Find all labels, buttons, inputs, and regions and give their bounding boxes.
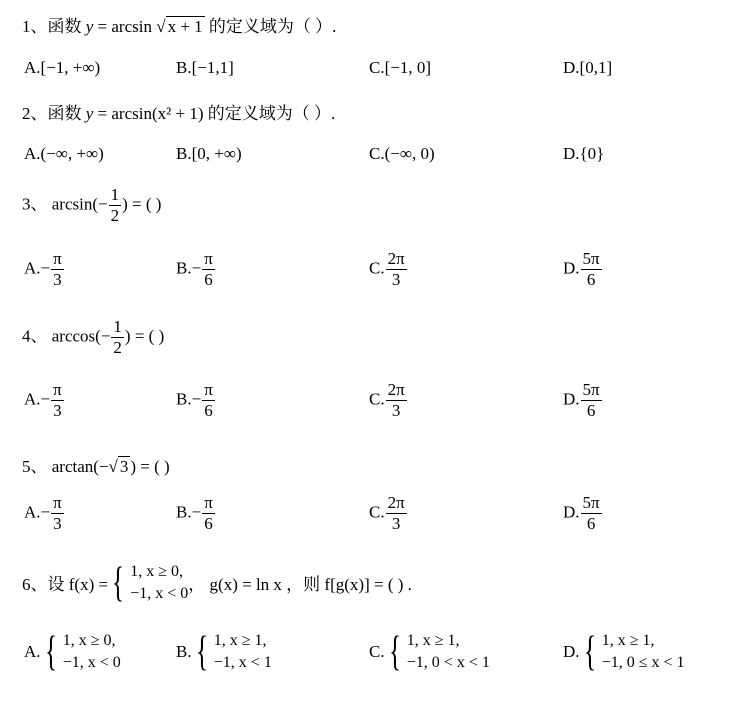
question-3-stem: 3、 arcsin(− $\frac{1}{2}$ ) = ( ) [22,185,162,225]
question-4-option-b: B.− $\frac{\pi}{6}$ [176,380,213,420]
question-4-option-a: A.− $\frac{\pi}{3}$ [24,380,62,420]
question-5-option-a: A.− $\frac{\pi}{3}$ [24,493,62,533]
question-2-option-a: A.(−∞, +∞) [24,144,104,163]
question-4-option-c: C. $\frac{2\pi}{3}$ [369,380,405,420]
question-1-option-a: A.[−1, +∞) [24,58,101,77]
question-2-option-b: B.[0, +∞) [176,144,242,163]
question-5-option-d: D. $\frac{5\pi}{6}$ [563,493,600,533]
question-4-stem: 4、 arccos(− $\frac{1}{2}$ ) = ( ) [22,317,165,357]
question-1-option-b: B.[−1,1] [176,58,234,77]
question-6-option-a: A. { 1, x ≥ 0, −1, x < 0 [24,628,121,675]
question-3-option-a: A.− $\frac{\pi}{3}$ [24,249,62,289]
fraction: $\frac{1}{2}$ [110,185,120,225]
question-1-option-c: C.[−1, 0] [369,58,431,77]
question-6-stem: 6、设 f(x) = { 1, x ≥ 0, −1, x < 0 ， g(x) = ln x ，则 f[g(x)] = ( ) . [22,559,412,606]
question-3-option-b: B.− $\frac{\pi}{6}$ [176,249,213,289]
question-6-option-b: B. { 1, x ≥ 1, −1, x < 1 [176,628,272,675]
question-2-stem: 2、函数 y = arcsin(x² + 1) 的定义域为（ ）. [22,104,336,123]
question-6-option-c: C. { 1, x ≥ 1, −1, 0 < x < 1 [369,628,490,675]
fraction: $\frac{1}{2}$ [113,317,122,357]
question-3-option-d: D. $\frac{5\pi}{6}$ [563,249,600,289]
question-6-option-d: D. { 1, x ≥ 1, −1, 0 ≤ x < 1 [563,628,685,675]
question-5-option-c: C. $\frac{2\pi}{3}$ [369,493,405,533]
question-4-option-d: D. $\frac{5\pi}{6}$ [563,380,600,420]
question-5-option-b: B.− $\frac{\pi}{6}$ [176,493,213,533]
question-2-option-d: D.{0} [563,144,605,163]
question-2-option-c: C.(−∞, 0) [369,144,435,163]
question-1-option-d: D.[0,1] [563,58,613,77]
question-3-option-c: C. $\frac{2\pi}{3}$ [369,249,405,289]
question-1-stem: 1、函数 y = arcsin √ x + 1 的定义域为（ ）. [22,17,337,36]
question-5-stem: 5、 arctan(−√ 3 ) = ( ) [22,457,170,476]
